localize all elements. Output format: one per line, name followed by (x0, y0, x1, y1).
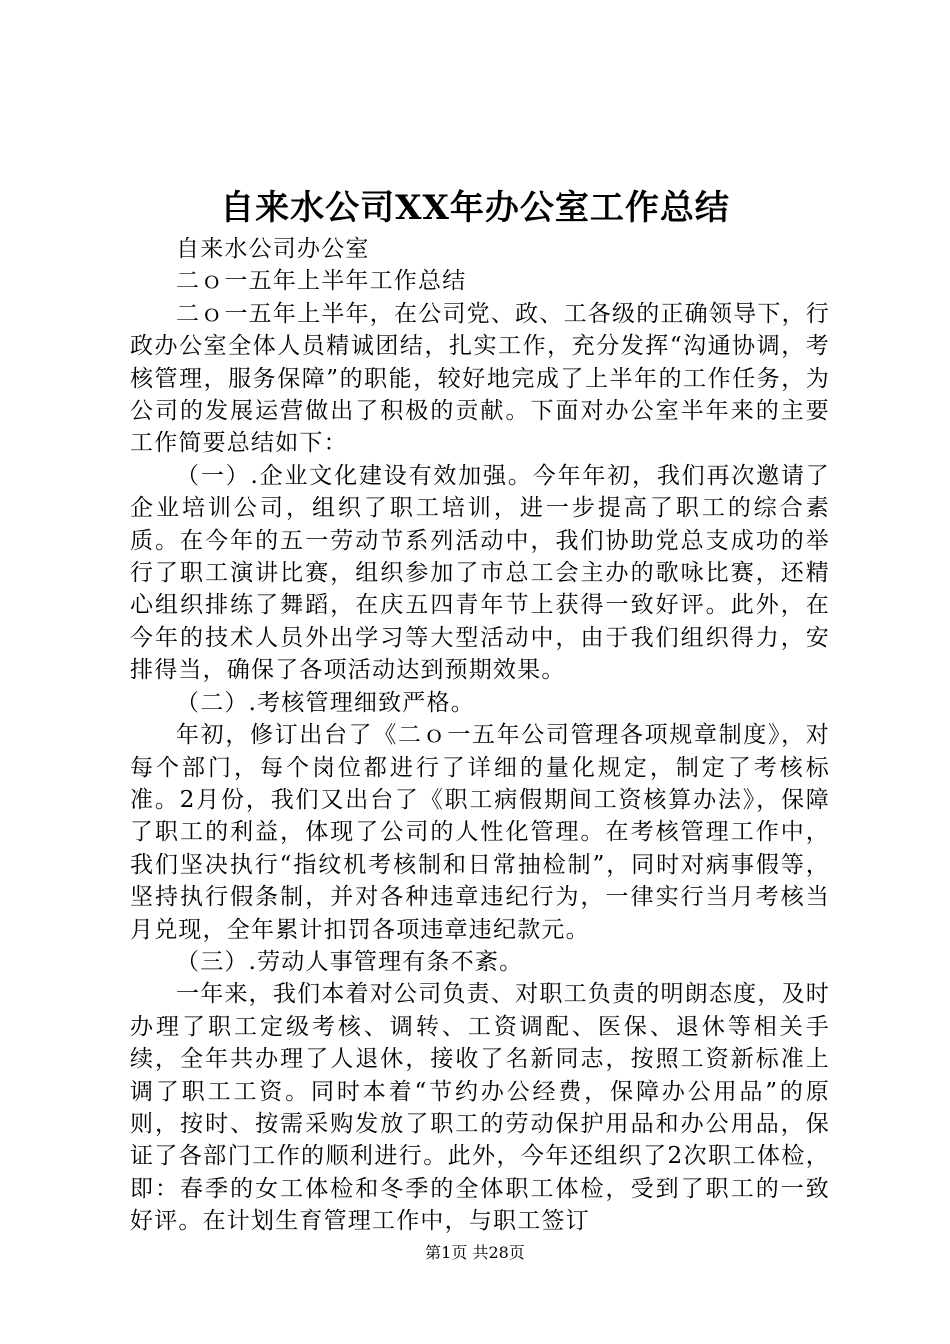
document-body (130, 233, 830, 1238)
paragraph-section-2-heading: （二）.考核管理细致严格。 (176, 689, 475, 716)
page-footer: 第1页 共28页 (425, 1243, 525, 1262)
paragraph-section-2-body: 年初，修订出台了《二ｏ一五年公司管理各项规章制度》，对每个部门，每个岗位都进行了详细的量化规定，制定了考核标准。2月份，我们又出台了《职工病假期间工资核算办法》，保障了职工的利益，体现了公司的人性化管理。在考核管理工作中，我们坚决执行“指纹机考核制和日常抽检制”，同时对病事假等，坚持执行假条制，并对各种违章违纪行为，一律实行当月考核当月兑现，全年累计扣罚各项违章违纪款元。 (130, 722, 830, 943)
document-title: 自来水公司XX年办公室工作总结 (220, 188, 730, 228)
paragraph-intro: 二ｏ一五年上半年，在公司党、政、工各级的正确领导下，行政办公室全体人员精诚团结，扎实工作，充分发挥“沟通协调，考核管理，服务保障”的职能，较好地完成了上半年的工作任务，为公司的发展运营做出了积极的贡献。下面对办公室半年来的主要工作简要总结如下： (130, 300, 830, 457)
paragraph-subtitle: 二ｏ一五年上半年工作总结 (176, 268, 467, 295)
paragraph-department: 自来水公司办公室 (176, 236, 370, 262)
paragraph-section-1: （一）.企业文化建设有效加强。今年年初，我们再次邀请了企业培训公司，组织了职工培训，进一步提高了职工的综合素质。在今年的五一劳动节系列活动中，我们协助党总支成功的举行了职工演讲比赛，组织参加了市总工会主办的歌咏比赛，还精心组织排练了舞蹈，在庆五四青年节上获得一致好评。此外，在今年的技术人员外出学习等大型活动中，由于我们组织得力，安排得当，确保了各项活动达到预期效果。 (130, 462, 830, 684)
paragraph-section-3-body: 一年来，我们本着对公司负责、对职工负责的明朗态度，及时办理了职工定级考核、调转、工资调配、医保、退休等相关手续，全年共办理了人退休，接收了名新同志，按照工资新标准上调了职工工资。同时本着“节约办公经费，保障办公用品”的原则，按时、按需采购发放了职工的劳动保护用品和办公用品，保证了各部门工作的顺利进行。此外，今年还组织了2次职工体检，即：春季的女工体检和冬季的全体职工体检，受到了职工的一致好评。在计划生育管理工作中，与职工签订 (130, 981, 830, 1235)
paragraph-section-3-heading: （三）.劳动人事管理有条不紊。 (176, 948, 524, 975)
